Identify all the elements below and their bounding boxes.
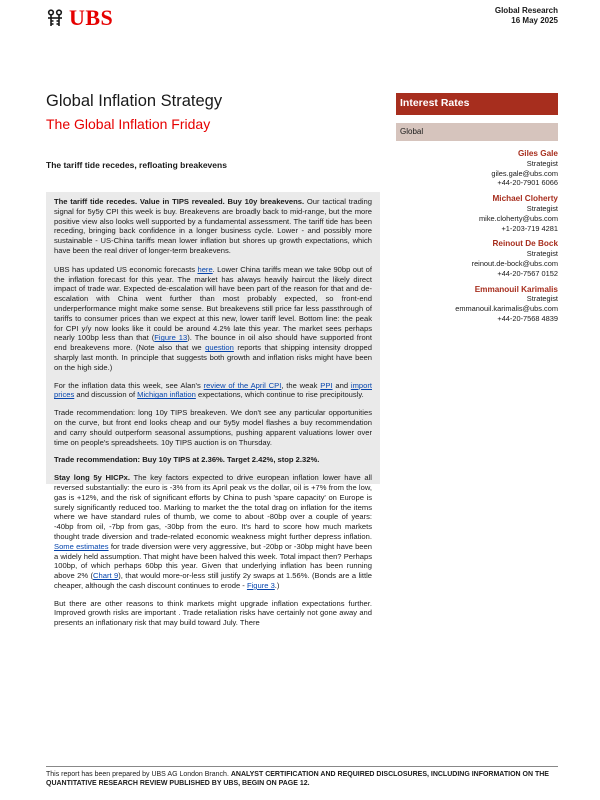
analyst-role: Strategist — [526, 249, 558, 259]
report-title: Global Inflation Strategy — [46, 92, 223, 110]
report-date: 16 May 2025 — [511, 16, 558, 25]
cpi-review-link[interactable]: review of the April CPI — [203, 380, 282, 390]
body-paragraph: But there are other reasons to think markets might upgrade inflation expectations further. Improved growth risks are important . Trade retaliation risks have certainly not gone away and presents an inflationary risk that may build toward July. There — [54, 598, 372, 628]
trade-recommendation: Trade recommendation: Buy 10y TIPS at 2.36%. Target 2.42%, stop 2.32%. — [54, 455, 320, 465]
analyst-role: Strategist — [526, 203, 558, 213]
body-paragraph: For the inflation data this week, see Alan's review of the April CPI, the weak PPI and import prices and discussion of Michigan inflation expectations, which continue to rise precipitously. — [54, 380, 372, 400]
analyst-phone: +44-20-7901 6066 — [497, 178, 558, 188]
analyst-role: Strategist — [526, 294, 558, 304]
import-prices-link[interactable]: import prices — [54, 380, 372, 400]
analyst-card — [396, 149, 558, 188]
analyst-card — [396, 194, 558, 233]
analyst-email[interactable]: mike.cloherty@ubs.com — [479, 213, 558, 223]
sidebar — [396, 93, 558, 330]
summary-paragraph: The tariff tide recedes. Value in TIPS revealed. Buy 10y breakevens. Our tactical trading signal for 5y5y CPI this week is buy. Breakevens are broadly back to mid-range, but the more positive view also looks well supported by a fundamental assessment. The tariff tide has been receding, bringing back confidence in a longer business cycle. Lower - and possibly more sustainable - US-China tariffs mean lower inflation but shores up growth expectations, which have been the real driver of longer-term breakevens. — [54, 197, 372, 255]
summary-lead: The tariff tide recedes. Value in TIPS revealed. Buy 10y breakevens. — [54, 197, 305, 206]
body-paragraph: UBS has updated US economic forecasts here. Lower China tariffs mean we take 90bp out of the inflation forecast for this year. The market has always heavily haircut the likely direct impact of trade war. Expected de-escalation will have been part of the reason for that and de-escalation with China went further than most probably expected, so front-end underperformance might make some sense. But breakevens still price far less passthrough of tariffs to consumer prices than we expect at this new, lower tariff level. Bottom line: the peak for CPI y/y now looks like it could be around 4.2% late this year. The market sees perhaps nearly 100bp less than that (Figure 13). The bounce in oil also should have supported front end breakevens more. (Note also that we question reports that shipping intensity dropped sharply last month. In principle that suggests both growth and inflation risks might have been on the high side.) — [54, 264, 373, 372]
logo-text: UBS — [69, 5, 114, 30]
estimates-link[interactable]: Some estimates — [54, 541, 109, 551]
analyst-phone: +44-20-7567 0152 — [497, 268, 558, 278]
question-link[interactable]: question — [205, 343, 234, 353]
chart-link[interactable]: Chart 9 — [93, 571, 119, 581]
analyst-name: Emmanouil Karimalis — [474, 284, 558, 294]
analyst-card — [396, 285, 558, 324]
analyst-list — [396, 149, 558, 324]
department-label: Global Research — [494, 6, 558, 15]
michigan-inflation-link[interactable]: Michigan inflation — [137, 390, 196, 400]
analyst-card — [396, 239, 558, 278]
analyst-email[interactable]: giles.gale@ubs.com — [491, 168, 558, 178]
report-tagline: The tariff tide recedes, refloating breakevens — [46, 160, 227, 170]
analyst-name: Reinout De Bock — [492, 239, 558, 249]
ubs-logo — [45, 5, 113, 31]
report-subtitle: The Global Inflation Friday — [46, 116, 211, 132]
analyst-email[interactable]: emmanouil.karimalis@ubs.com — [455, 304, 558, 314]
analyst-phone: +44-20-7568 4839 — [497, 313, 558, 323]
figure-link[interactable]: Figure 13 — [154, 333, 188, 343]
analyst-phone: +1-203-719 4281 — [501, 223, 558, 233]
figure-link[interactable]: Figure 3 — [246, 580, 275, 590]
analyst-email[interactable]: reinout.de-bock@ubs.com — [471, 258, 558, 268]
analyst-role: Strategist — [526, 158, 558, 168]
forecast-link[interactable]: here — [197, 264, 213, 274]
body-paragraph: Trade recommendation: long 10y TIPS breakeven. We don't see any particular opportunities on the curve, but front end looks cheap and our 5y5y model flashes a buy recommendation and carry should outperform seasonal assumptions, pushing apparent valuations lower over time on people's spreadsheets. 10y TIPS auction is on Thursday. — [54, 408, 372, 447]
ppi-link[interactable]: PPI — [320, 380, 333, 390]
disclosure-footer: This report has been prepared by UBS AG London Branch. ANALYST CERTIFICATION AND REQUIRED DISCLOSURES, INCLUDING INFORMATION ON THE QUANTITATIVE RESEARCH REVIEW PUBLISHED BY UBS, BEGIN ON PAGE 12. — [46, 766, 558, 788]
report-body — [54, 197, 372, 636]
keys-icon — [45, 8, 65, 28]
region-label: Global — [396, 123, 558, 141]
analyst-name: Michael Cloherty — [492, 194, 558, 204]
header-meta — [495, 6, 558, 26]
section-heading: Interest Rates — [396, 93, 558, 115]
analyst-name: Giles Gale — [517, 149, 558, 158]
body-paragraph: Stay long 5y HICPx. The key factors expected to drive european inflation lower have all reversed substantially: the euro is -3% from its April peak vs the dollar, oil is +7% from the low, gas is +12%, and the risk of significant efforts by China to push 'spare capacity' on Europe is surely significantly reduced too. Marking to market the the total drag on inflation for the items where we have standard rules of thumb, we come to about -80bp over a couple of years: -40bp from oil, -7bp from gas, -30bp from the euro. It's hard to score how much markets thought trade diversion and trade-related economic weakness might further depress inflation. Some estimates for trade diversion were very aggressive, but -20bp or -30bp might have been a widely held assumption. That might have been halved this week. Total impact then? Perhaps 100bp, of which perhaps 60bp this year. Given that underlying inflation has been running above 2% (Chart 9), that would more-or-less still justify 2y swaps at 1.56%. (Bonds are a little cheaper, although the cash discount continues to erode - Figure 3.) — [54, 473, 372, 590]
